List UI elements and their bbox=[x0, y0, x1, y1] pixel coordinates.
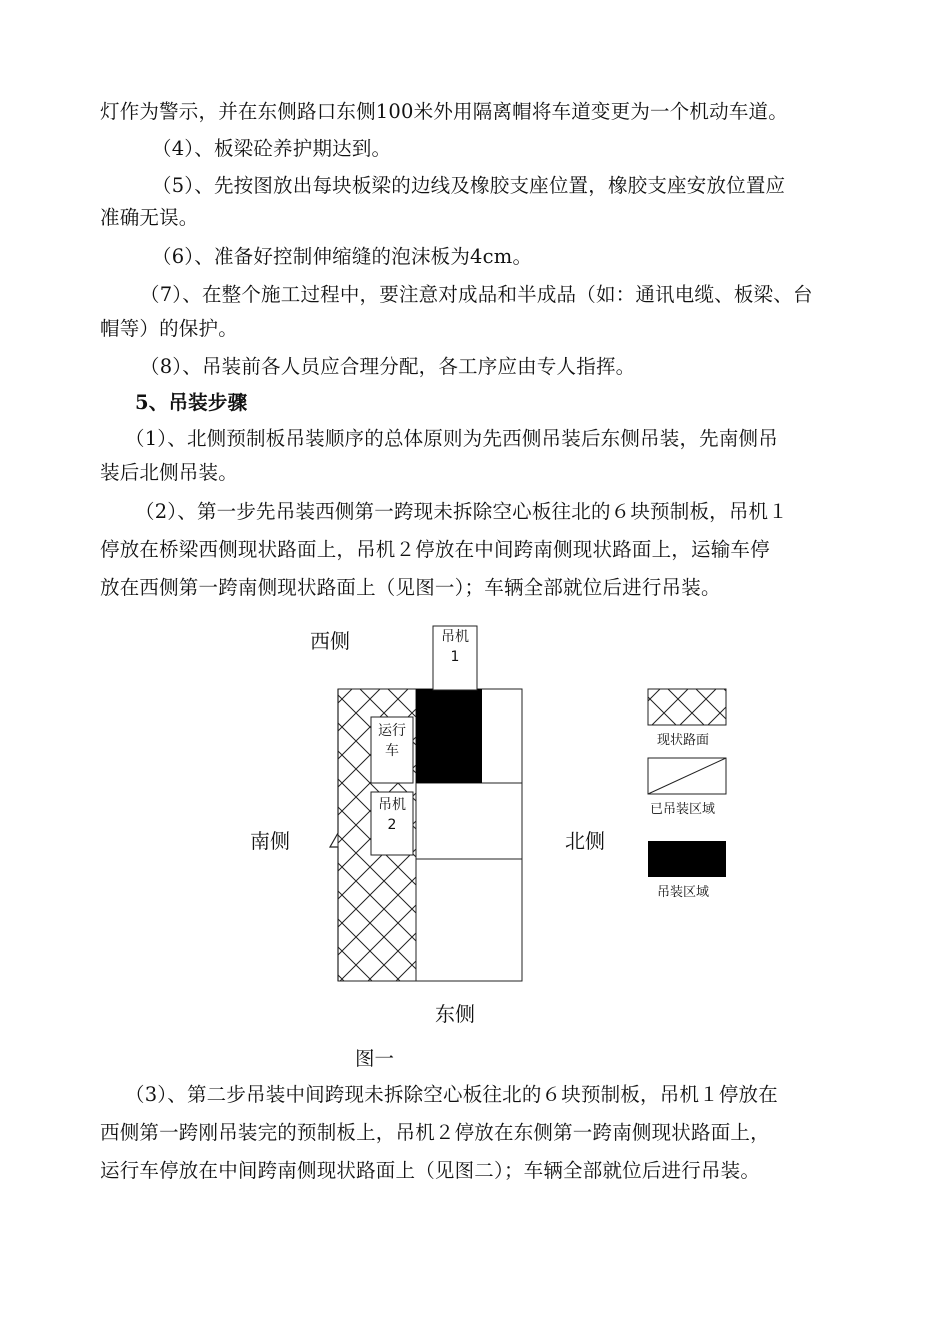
east-label: 东侧 bbox=[435, 1002, 475, 1026]
text-line: （4）、板梁砼养护期达到。 bbox=[152, 137, 392, 160]
text-line: （7）、在整个施工过程中，要注意对成品和半成品（如：通讯电缆、板梁、台 bbox=[140, 283, 813, 306]
text-line: 灯作为警示，并在东侧路口东侧100米外用隔离帽将车道变更为一个机动车道。 bbox=[100, 100, 788, 123]
text-line: 帽等）的保护。 bbox=[100, 317, 238, 340]
text-line: （8）、吊装前各人员应合理分配，各工序应由专人指挥。 bbox=[140, 355, 636, 378]
text-line: （2）、第一步先吊装西侧第一跨现未拆除空心板往北的６块预制板，吊机１ bbox=[135, 500, 788, 523]
legend-hoisted-label: 已吊装区域 bbox=[650, 802, 716, 817]
text-line: 西侧第一跨刚吊装完的预制板上，吊机２停放在东侧第一跨南侧现状路面上， bbox=[100, 1121, 770, 1144]
west-label: 西侧 bbox=[310, 629, 350, 653]
truck-label: 运行车 bbox=[378, 723, 406, 759]
text-line: （5）、先按图放出每块板梁的边线及橡胶支座位置，橡胶支座安放位置应 bbox=[152, 174, 786, 197]
legend-existing-road-label: 现状路面 bbox=[657, 733, 710, 748]
text-line: （1）、北侧预制板吊装顺序的总体原则为先西侧吊装后东侧吊装，先南侧吊 bbox=[125, 427, 778, 450]
legend-existing-road-swatch bbox=[648, 689, 726, 725]
road-edge-line bbox=[330, 689, 338, 981]
text-line: 停放在桥梁西侧现状路面上，吊机２停放在中间跨南侧现状路面上，运输车停 bbox=[100, 538, 770, 561]
crane2-label: 吊机2 bbox=[378, 797, 406, 833]
text-line: （3）、第二步吊装中间跨现未拆除空心板往北的６块预制板，吊机１停放在 bbox=[125, 1083, 778, 1106]
figure-caption: 图一 bbox=[355, 1047, 395, 1070]
section-heading: 5、吊装步骤 bbox=[135, 391, 248, 414]
text-line: （6）、准备好控制伸缩缝的泡沫板为4cm。 bbox=[152, 245, 533, 268]
hoisting-diagram bbox=[230, 615, 750, 1035]
text-line: 装后北侧吊装。 bbox=[100, 461, 238, 484]
text-line: 准确无误。 bbox=[100, 206, 199, 229]
legend-hoisting-label: 吊装区域 bbox=[657, 885, 710, 900]
legend-hoisting-swatch bbox=[648, 841, 726, 877]
south-label: 南侧 bbox=[250, 829, 290, 853]
text-line: 运行车停放在中间跨南侧现状路面上（见图二）；车辆全部就位后进行吊装。 bbox=[100, 1159, 761, 1182]
diagram-svg bbox=[230, 615, 750, 1035]
text-line: 放在西侧第一跨南侧现状路面上（见图一）；车辆全部就位后进行吊装。 bbox=[100, 576, 721, 599]
crane1-label: 吊机1 bbox=[441, 629, 469, 665]
north-label: 北侧 bbox=[565, 829, 605, 853]
hoisting-area bbox=[416, 689, 482, 783]
